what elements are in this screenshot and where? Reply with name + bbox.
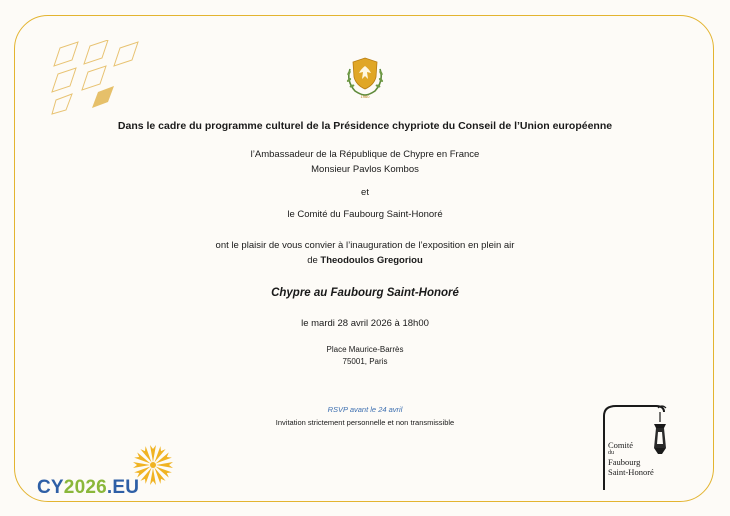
artist-name: Theodoulos Gregoriou <box>320 255 423 266</box>
invitation-note: Invitation strictement personnelle et non transmissible <box>275 418 455 427</box>
comite-logo-line-4: Saint-Honoré <box>608 467 654 477</box>
comite-line: le Comité du Faubourg Saint-Honoré <box>287 209 443 220</box>
address-line-1: Place Maurice-Barrès <box>326 345 404 354</box>
comite-logo-line-3: Faubourg <box>608 457 641 467</box>
rsvp-link[interactable]: RSVP avant le 24 avril <box>327 405 403 414</box>
ambassador-name: Monsieur Pavlos Kombos <box>311 164 419 175</box>
artist-prefix: de <box>307 255 321 266</box>
svg-text:1960: 1960 <box>360 94 370 99</box>
ambassador-line: l’Ambassadeur de la République de Chypre en France <box>250 149 480 160</box>
cyprus-emblem-icon <box>341 55 389 99</box>
event-date: le mardi 28 avril 2026 à 18h00 <box>301 318 429 329</box>
comite-logo-line-1: Comité <box>608 440 634 450</box>
logo-part-eu: .EU <box>106 477 140 498</box>
logo-part-year: 2026 <box>63 477 107 498</box>
presidency-flower-icon <box>130 442 176 488</box>
address-line-2: 75001, Paris <box>342 357 388 366</box>
comite-logo-line-2: du <box>608 450 614 456</box>
header-text: Dans le cadre du programme culturel de la Présidence chypriote du Conseil de l’Union européenne <box>117 120 613 132</box>
leaf-pattern-decoration <box>50 40 150 115</box>
conjunction-text: et <box>361 187 369 198</box>
artist-line <box>0 255 730 266</box>
invitation-line: ont le plaisir de vous convier à l’inauguration de l’exposition en plein air <box>215 240 515 251</box>
exhibition-title: Chypre au Faubourg Saint-Honoré <box>271 287 459 299</box>
logo-part-cy: CY <box>37 477 64 498</box>
presidency-logo <box>37 477 139 499</box>
comite-logo-text <box>608 440 654 477</box>
